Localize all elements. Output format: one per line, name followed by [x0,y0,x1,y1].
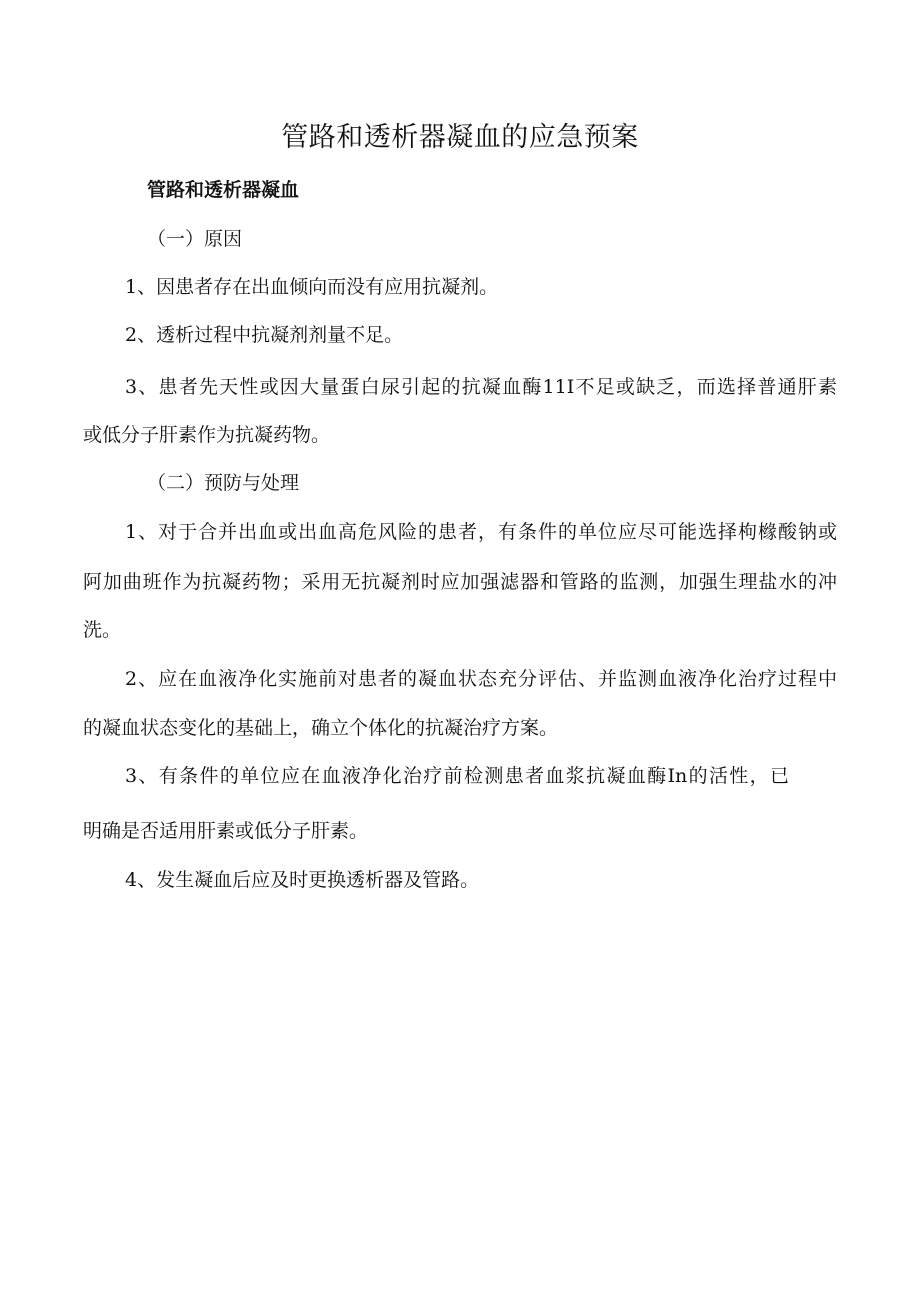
cause-item-3-line-2: 或低分子肝素作为抗凝药物。 [83,424,331,446]
prevention-item-3-line-1: 3、有条件的单位应在血液净化治疗前检测患者血浆抗凝血酶In的活性，已 [125,765,789,787]
prevention-item-1-line-3: 洗。 [83,619,122,641]
prevention-item-2-line-1: 2、应在血液净化实施前对患者的凝血状态充分评估、并监测血液净化治疗过程中 [125,668,837,690]
section-heading: 管路和透析器凝血 [147,179,300,201]
cause-item-1: 1、因患者存在出血倾向而没有应用抗凝剂。 [125,276,499,298]
cause-item-2: 2、透析过程中抗凝剂剂量不足。 [125,324,404,346]
cause-item-3-line-1: 3、患者先天性或因大量蛋白尿引起的抗凝血酶11I不足或缺乏，而选择普通肝素 [125,376,837,398]
prevention-item-4: 4、发生凝血后应及时更换透析器及管路。 [125,869,480,891]
prevention-item-2-line-2: 的凝血状态变化的基础上，确立个体化的抗凝治疗方案。 [83,717,559,739]
document-title: 管路和透析器凝血的应急预案 [281,122,639,153]
section-label-prevention: （二）预防与处理 [147,472,300,494]
section-label-causes: （一）原因 [147,228,243,250]
prevention-item-1-line-1: 1、对于合并出血或出血高危风险的患者，有条件的单位应尽可能选择枸橼酸钠或 [125,521,837,543]
prevention-item-1-line-2: 阿加曲班作为抗凝药物；采用无抗凝剂时应加强滤器和管路的监测，加强生理盐水的冲 [83,571,837,593]
prevention-item-3-line-2: 明确是否适用肝素或低分子肝素。 [83,820,369,842]
